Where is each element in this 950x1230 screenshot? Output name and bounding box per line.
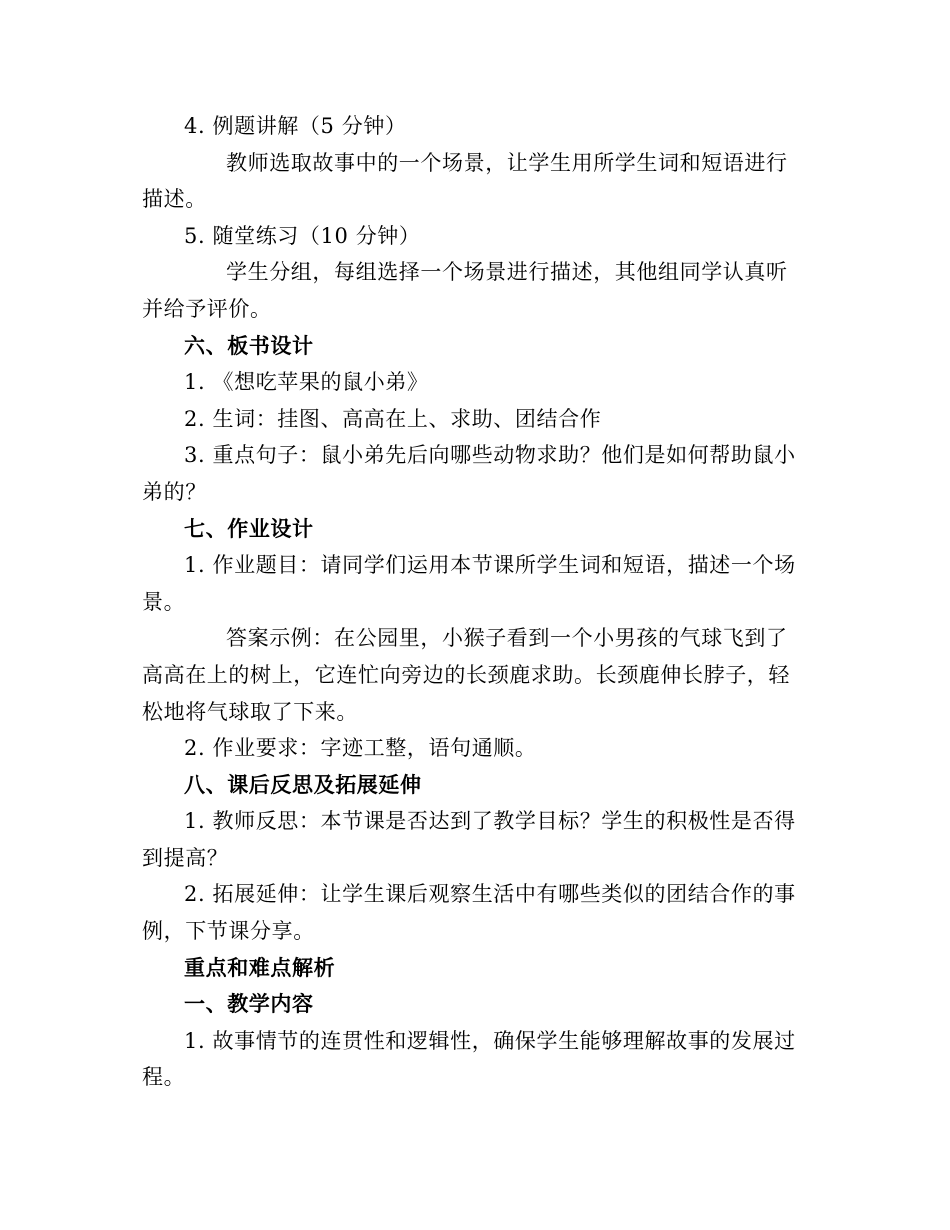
document-page [142, 108, 804, 1096]
paragraph-example-explanation: 4. 例题讲解（5 分钟） [184, 114, 407, 138]
paragraph-practice: 5. 随堂练习（10 分钟） [184, 223, 421, 248]
paragraph-board-title: 1. 《想吃苹果的鼠小弟》 [184, 370, 429, 395]
paragraph-story-coherence: 1. 故事情节的连贯性和逻辑性，确保学生能够理解故事的发展过程。 [142, 1028, 796, 1090]
heading-reflection: 八、课后反思及拓展延伸 [184, 771, 422, 797]
paragraph-extension: 2. 拓展延伸：让学生课后观察生活中有哪些类似的团结合作的事例，下节课分享。 [142, 882, 796, 944]
paragraph-homework-task: 1. 作业题目：请同学们运用本节课所学生词和短语，描述一个场景。 [142, 553, 796, 614]
paragraph-homework-example: 答案示例：在公园里，小猴子看到一个小男孩的气球飞到了高高在上的树上，它连忙向旁边的长颈鹿求助。长颈鹿伸长脖子，轻松地将气球取了下来。 [142, 626, 790, 724]
paragraph-board-sentence: 3. 重点句子：鼠小弟先后向哪些动物求助？他们是如何帮助鼠小弟的？ [142, 443, 796, 504]
paragraph-homework-requirement: 2. 作业要求：字迹工整，语句通顺。 [184, 736, 537, 761]
heading-key-points: 重点和难点解析 [184, 954, 336, 980]
paragraph-board-words: 2. 生词：挂图、高高在上、求助、团结合作 [184, 406, 602, 431]
heading-board-design: 六、板书设计 [184, 332, 314, 358]
paragraph-teacher-reflection: 1. 教师反思：本节课是否达到了教学目标？学生的积极性是否得到提高？ [142, 809, 796, 870]
heading-homework-design: 七、作业设计 [184, 515, 314, 541]
paragraph-practice-detail: 学生分组，每组选择一个场景进行描述，其他组同学认真听并给予评价。 [142, 260, 788, 321]
paragraph-example-detail: 教师选取故事中的一个场景，让学生用所学生词和短语进行描述。 [142, 150, 788, 212]
heading-teaching-content: 一、教学内容 [184, 991, 314, 1017]
